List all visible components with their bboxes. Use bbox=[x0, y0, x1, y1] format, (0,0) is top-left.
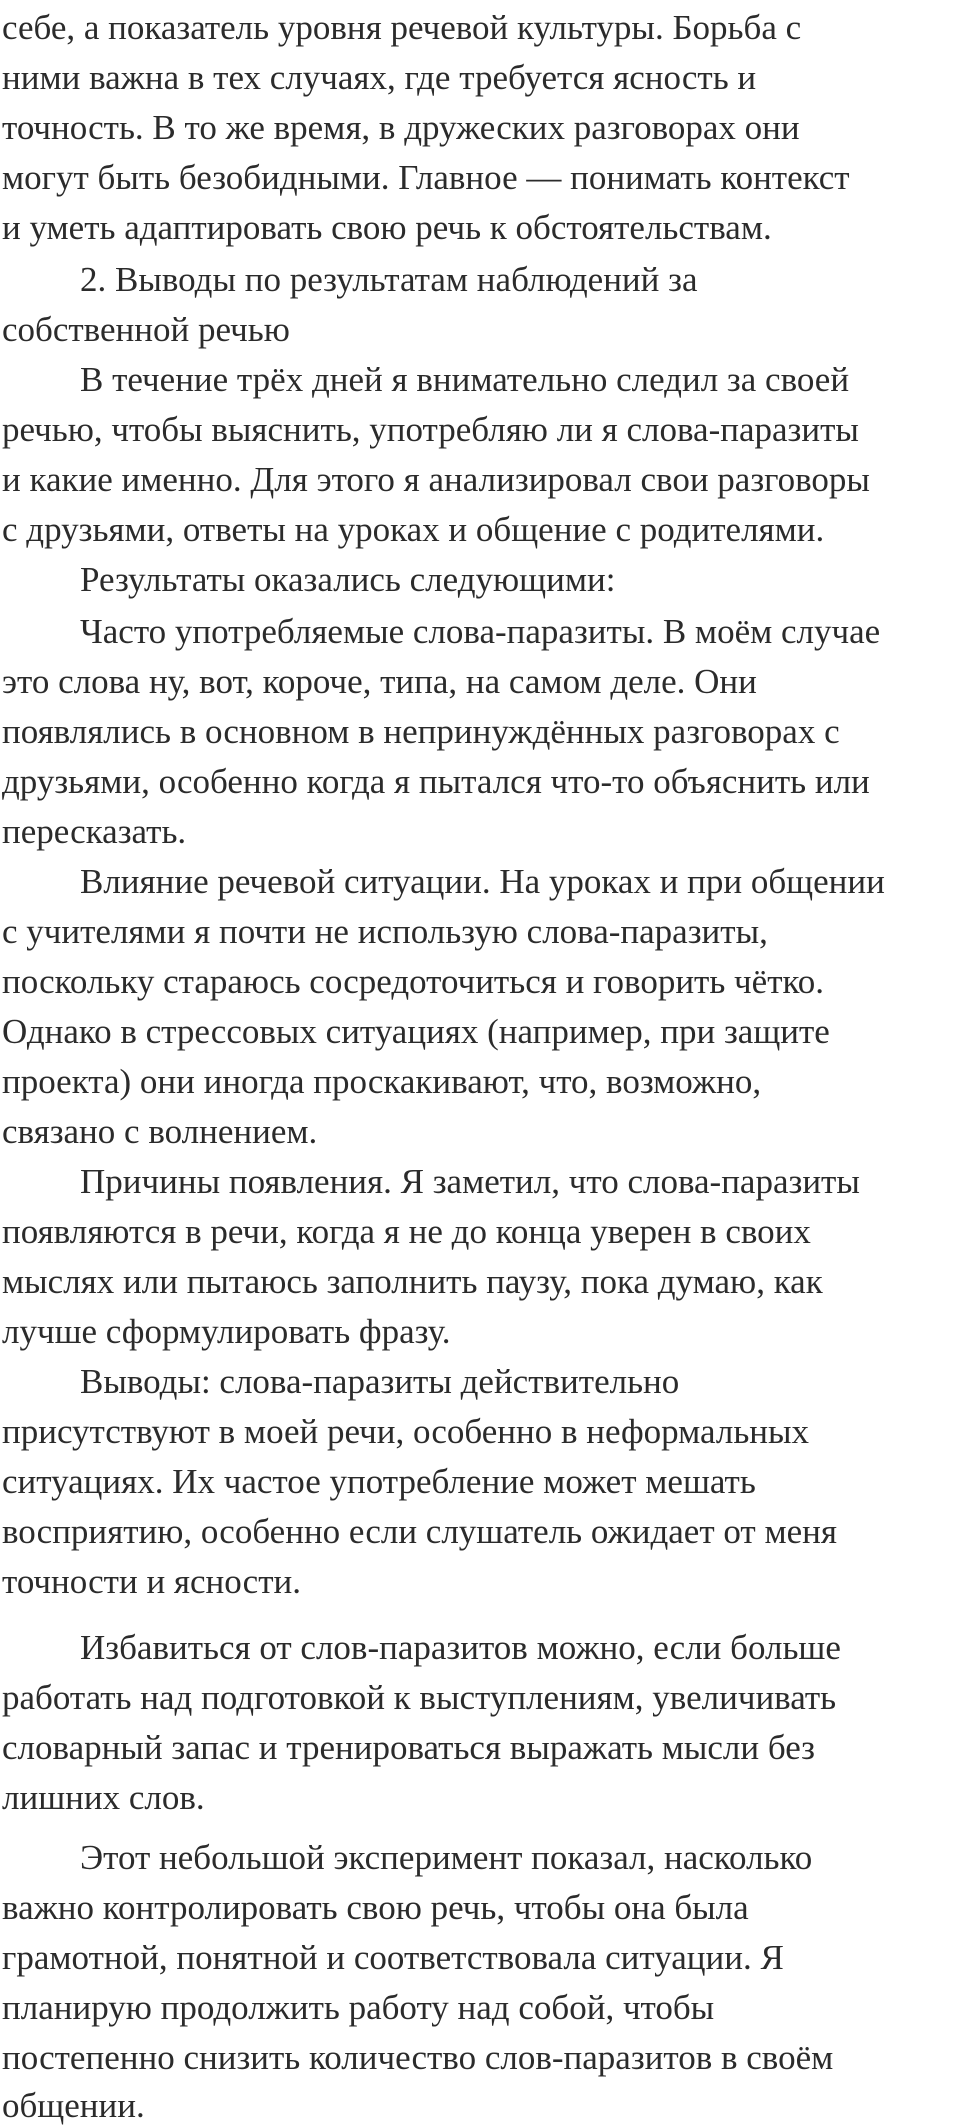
text-line: важно контролировать свою речь, чтобы она была bbox=[2, 1888, 749, 1927]
text-line: это слова ну, вот, короче, типа, на самом деле. Они bbox=[2, 662, 757, 701]
text-line: и уметь адаптировать свою речь к обстоятельствам. bbox=[2, 208, 772, 247]
text-line: Часто употребляемые слова-паразиты. В моём случае bbox=[80, 612, 881, 651]
section-heading: 2. Выводы по результатам наблюдений за bbox=[80, 260, 698, 299]
text-line: Влияние речевой ситуации. На уроках и при общении bbox=[80, 862, 885, 901]
text-line: точности и ясности. bbox=[2, 1562, 301, 1601]
text-line: появляются в речи, когда я не до конца уверен в своих bbox=[2, 1212, 811, 1251]
text-line: лучше сформулировать фразу. bbox=[2, 1312, 451, 1351]
text-line: с учителями я почти не использую слова-паразиты, bbox=[2, 912, 768, 951]
text-line: проекта) они иногда проскакивают, что, возможно, bbox=[2, 1062, 762, 1101]
text-line: ситуациях. Их частое употребление может мешать bbox=[2, 1462, 756, 1501]
text-line: постепенно снизить количество слов-паразитов в своём bbox=[2, 2038, 834, 2077]
text-line: поскольку стараюсь сосредоточиться и говорить чётко. bbox=[2, 962, 824, 1001]
text-line: Причины появления. Я заметил, что слова-паразиты bbox=[80, 1162, 860, 1201]
text-line: и какие именно. Для этого я анализировал свои разговоры bbox=[2, 460, 870, 499]
text-line: Однако в стрессовых ситуациях (например, при защите bbox=[2, 1012, 830, 1051]
text-line: речью, чтобы выяснить, употребляю ли я слова-паразиты bbox=[2, 410, 859, 449]
text-line: связано с волнением. bbox=[2, 1112, 318, 1151]
text-line: мыслях или пытаюсь заполнить паузу, пока думаю, как bbox=[2, 1262, 823, 1301]
text-line: лишних слов. bbox=[2, 1778, 205, 1817]
text-line: работать над подготовкой к выступлениям, увеличивать bbox=[2, 1678, 837, 1717]
text-line: появлялись в основном в непринуждённых разговорах с bbox=[2, 712, 840, 751]
text-line: восприятию, особенно если слушатель ожидает от меня bbox=[2, 1512, 837, 1551]
text-line: друзьями, особенно когда я пытался что-то объяснить или bbox=[2, 762, 870, 801]
text-line: пересказать. bbox=[2, 812, 187, 851]
section-heading: собственной речью bbox=[2, 310, 290, 349]
text-line: Избавиться от слов-паразитов можно, если больше bbox=[80, 1628, 841, 1667]
text-line: с друзьями, ответы на уроках и общение с родителями. bbox=[2, 510, 825, 549]
text-line: словарный запас и тренироваться выражать мысли без bbox=[2, 1728, 815, 1767]
text-line: Этот небольшой эксперимент показал, насколько bbox=[80, 1838, 813, 1877]
text-line: присутствуют в моей речи, особенно в неформальных bbox=[2, 1412, 810, 1451]
text-line: общении. bbox=[2, 2086, 145, 2125]
text-line: ними важна в тех случаях, где требуется ясность и bbox=[2, 58, 757, 97]
text-line: грамотной, понятной и соответствовала ситуации. Я bbox=[2, 1938, 784, 1977]
text-line: Выводы: слова-паразиты действительно bbox=[80, 1362, 680, 1401]
text-line: себе, а показатель уровня речевой культуры. Борьба с bbox=[2, 8, 802, 47]
text-line: точность. В то же время, в дружеских разговорах они bbox=[2, 108, 800, 147]
text-line: В течение трёх дней я внимательно следил за своей bbox=[80, 360, 850, 399]
text-line: планирую продолжить работу над собой, чтобы bbox=[2, 1988, 715, 2027]
text-line: могут быть безобидными. Главное — понимать контекст bbox=[2, 158, 850, 197]
text-line: Результаты оказались следующими: bbox=[80, 560, 616, 599]
